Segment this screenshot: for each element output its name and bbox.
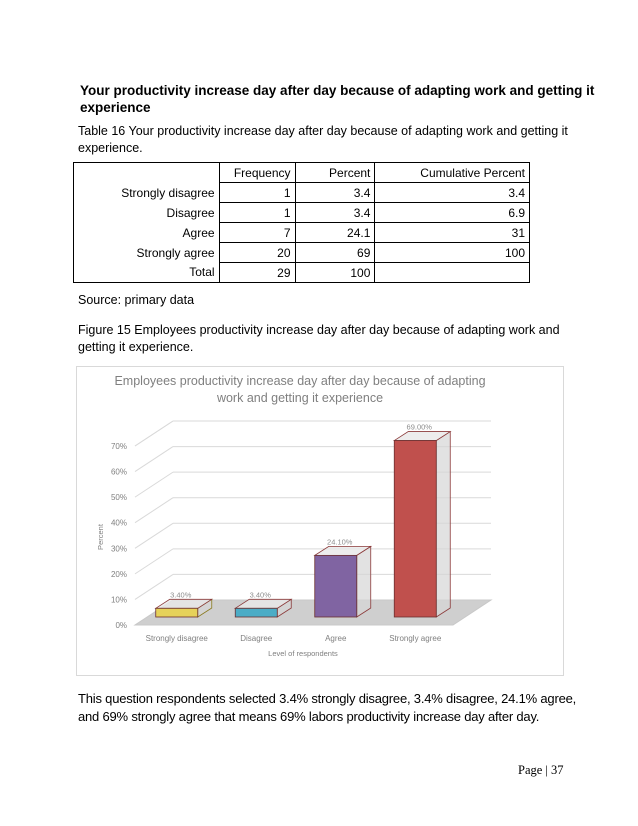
row-label: Total [74,263,220,283]
gridline [135,447,173,472]
page-number: Page | 37 [518,763,564,777]
cumulative-cell: 6.9 [375,203,530,223]
table-caption: Table 16 Your productivity increase day after day because of adapting work and getting it experience. [78,124,568,155]
x-tick-label: Disagree [240,634,273,643]
y-tick-label: 0% [115,621,127,630]
gridline [135,421,173,446]
gridline [135,523,173,548]
row-label: Strongly agree [74,243,220,263]
data-label: 3.40% [170,590,192,600]
frequency-cell: 1 [219,183,295,203]
summary-paragraph: This question respondents selected 3.4% strongly disagree, 3.4% disagree, 24.1% agree, and 69% strongly agree that means 69% labors productivity increase day after day. [78,691,577,724]
y-axis-title: Percent [96,524,105,550]
frequency-cell: 7 [219,223,295,243]
table-header-cell: Percent [295,163,375,183]
percent-cell: 69 [295,243,375,263]
x-axis-title: Level of respondents [268,649,338,658]
data-label: 3.40% [249,590,271,600]
gridline [135,498,173,523]
bar [156,608,198,617]
bar-side [436,432,450,617]
section-heading: Your productivity increase day after day because of adapting work and getting it experience [80,83,595,115]
x-tick-label: Strongly agree [389,634,442,643]
y-tick-label: 30% [110,544,127,554]
gridline [135,549,173,574]
x-tick-label: Agree [325,634,347,643]
cumulative-cell: 3.4 [375,183,530,203]
x-tick-label: Strongly disagree [145,634,208,643]
y-tick-label: 10% [110,595,127,605]
bar [394,441,436,617]
frequency-cell: 1 [219,203,295,223]
row-label: Agree [74,223,220,243]
cumulative-cell: 31 [375,223,530,243]
table-header-cell: Cumulative Percent [375,163,530,183]
y-tick-label: 20% [110,569,127,579]
chart-title: Employees productivity increase day after day because of adapting work and getting it experience [114,374,486,405]
figure-caption: Figure 15 Employees productivity increase day after day because of adapting work and getting it experience. [78,323,560,354]
source-note: Source: primary data [78,293,195,307]
cumulative-cell: 100 [375,243,530,263]
percent-cell: 100 [295,263,375,283]
gridline [135,574,173,599]
y-tick-label: 50% [110,493,127,503]
percent-cell: 3.4 [295,203,375,223]
frequency-cell: 29 [219,263,295,283]
y-tick-label: 40% [110,518,127,528]
table-header-cell: Frequency [219,163,295,183]
data-label: 24.10% [327,537,353,547]
percent-cell: 24.1 [295,223,375,243]
bar [315,555,357,617]
data-label: 69.00% [406,422,432,432]
row-label: Disagree [74,203,220,223]
frequency-cell: 20 [219,243,295,263]
percent-cell: 3.4 [295,183,375,203]
y-tick-label: 60% [110,467,127,477]
y-tick-label: 70% [110,442,127,451]
row-label: Strongly disagree [74,183,220,203]
gridline [135,472,173,497]
bar [235,608,277,617]
bar-side [357,546,371,617]
